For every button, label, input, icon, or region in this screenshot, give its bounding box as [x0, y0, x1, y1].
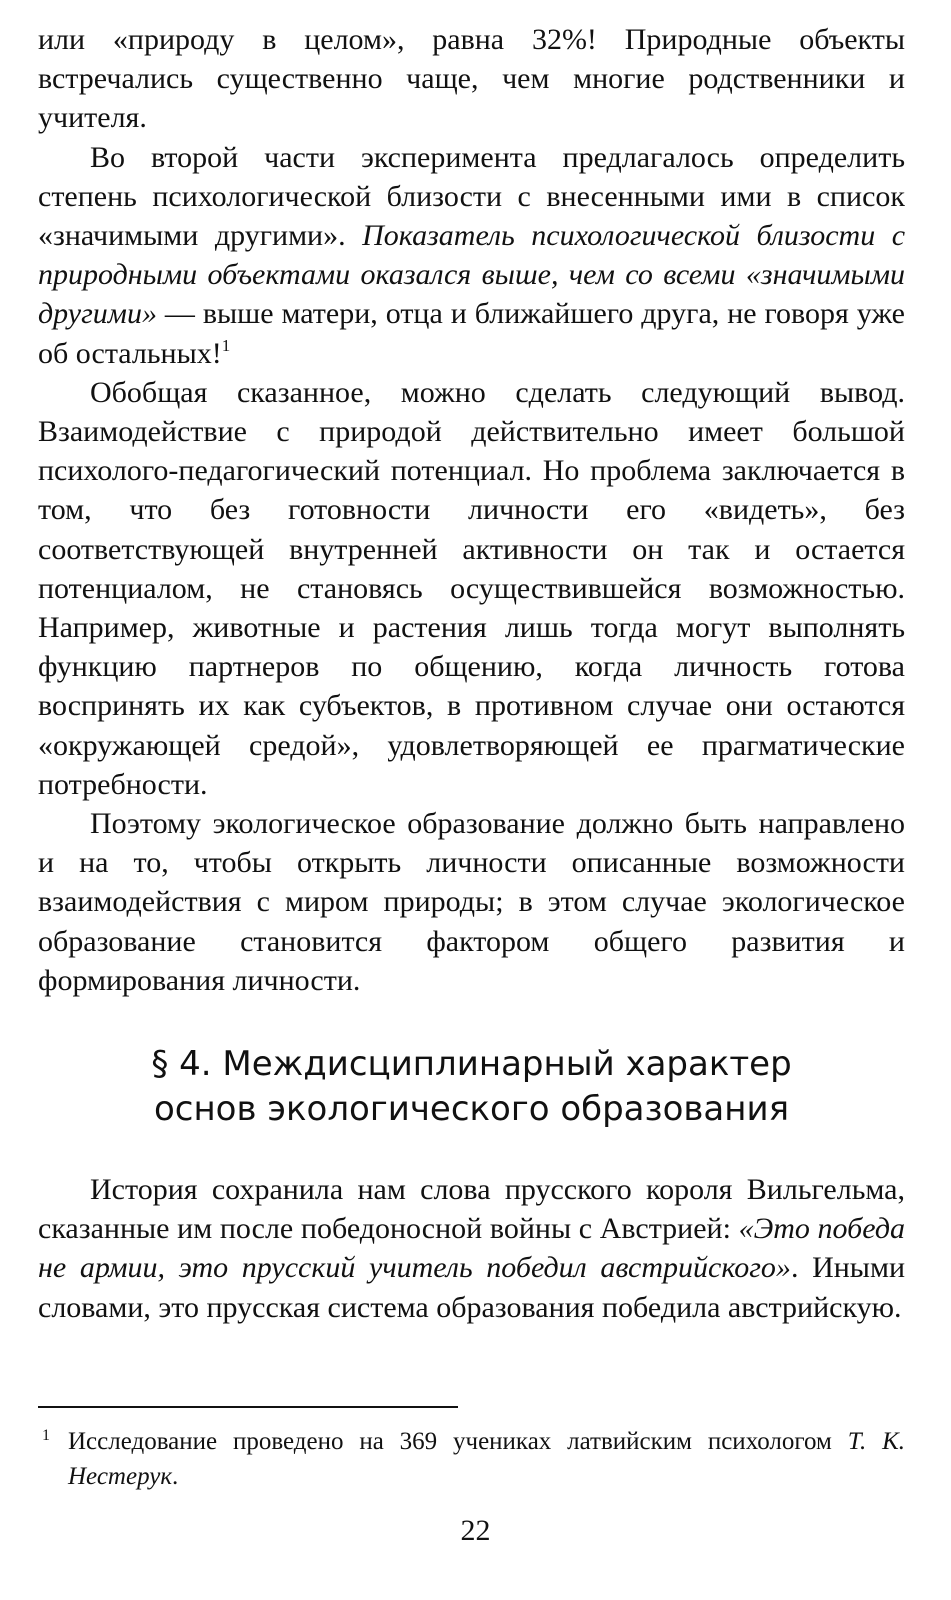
- italic-emphasis: Показатель психологической близости с природными объектами оказался выше, чем со всеми «значимыми другими»: [38, 219, 906, 331]
- paragraph: [38, 1170, 905, 1327]
- text-segment: Обобщая сказанное, можно сделать следующий вывод. Взаимодействие с природой действительно имеет большой психолого-педагогический потенциал. Но проблема заключается в том, что без готовности личности его «видеть», без соответствующей внутренней активности он так и остается потенциалом, не становясь осуществившейся возможностью. Например, животные и растения лишь тогда могут выполнять функцию партнеров по общению, когда личность готова воспринять их как субъектов, в противном случае они остаются «окружающей средой», удовлетворяющей ее прагматические потребности.: [38, 375, 905, 801]
- section-heading-line-1: § 4. Междисциплинарный характер: [151, 1044, 792, 1085]
- page-number: 22: [460, 1514, 491, 1547]
- text-segment: Поэтому экологическое образование должно быть направлено и на то, чтобы открыть личности описанные возможности взаимодействия с миром природы; в этом случае экологическое образование становится фактором общего развития и формирования личности.: [38, 807, 905, 997]
- paragraph: [38, 20, 905, 138]
- paragraph: [38, 138, 905, 373]
- footnote-text: [38, 1424, 905, 1494]
- footnote-divider: [38, 1406, 458, 1408]
- text-segment: Во второй части эксперимента предлагалось определить степень психологической близости с внесенными ими в список «значимыми другими».: [38, 140, 905, 253]
- footnote-author: Т. К. Нестерук: [68, 1428, 905, 1490]
- text-segment: — выше матери, отца и ближайшего друга, не говоря уже об остальных!: [38, 297, 905, 370]
- body-text-bottom: [38, 1170, 905, 1327]
- text-segment: или «природу в целом», равна 32%! Природные объекты встречались существенно чаще, чем многие родственники и учителя.: [38, 23, 905, 135]
- body-text-top: [38, 20, 905, 1000]
- footnote: [38, 1424, 905, 1494]
- section-heading: [38, 1042, 905, 1132]
- paragraph: [38, 804, 905, 1000]
- italic-emphasis: «Это победа не армии, это прусский учитель победил австрийского»: [38, 1212, 905, 1285]
- text-segment: История сохранила нам слова прусского короля Вильгельма, сказанные им после победоносной войны с Австрией:: [38, 1173, 905, 1246]
- footnote-reference: 1: [221, 335, 231, 355]
- footnote-end: .: [172, 1463, 179, 1490]
- footnote-body: Исследование проведено на 369 учениках латвийским психологом: [68, 1428, 848, 1455]
- paragraph: [38, 373, 905, 804]
- footnote-mark: 1: [42, 1427, 50, 1444]
- text-segment: . Иными словами, это прусская система образования победила австрийскую.: [38, 1251, 905, 1324]
- section-heading-line-2: основ экологического образования: [153, 1089, 790, 1130]
